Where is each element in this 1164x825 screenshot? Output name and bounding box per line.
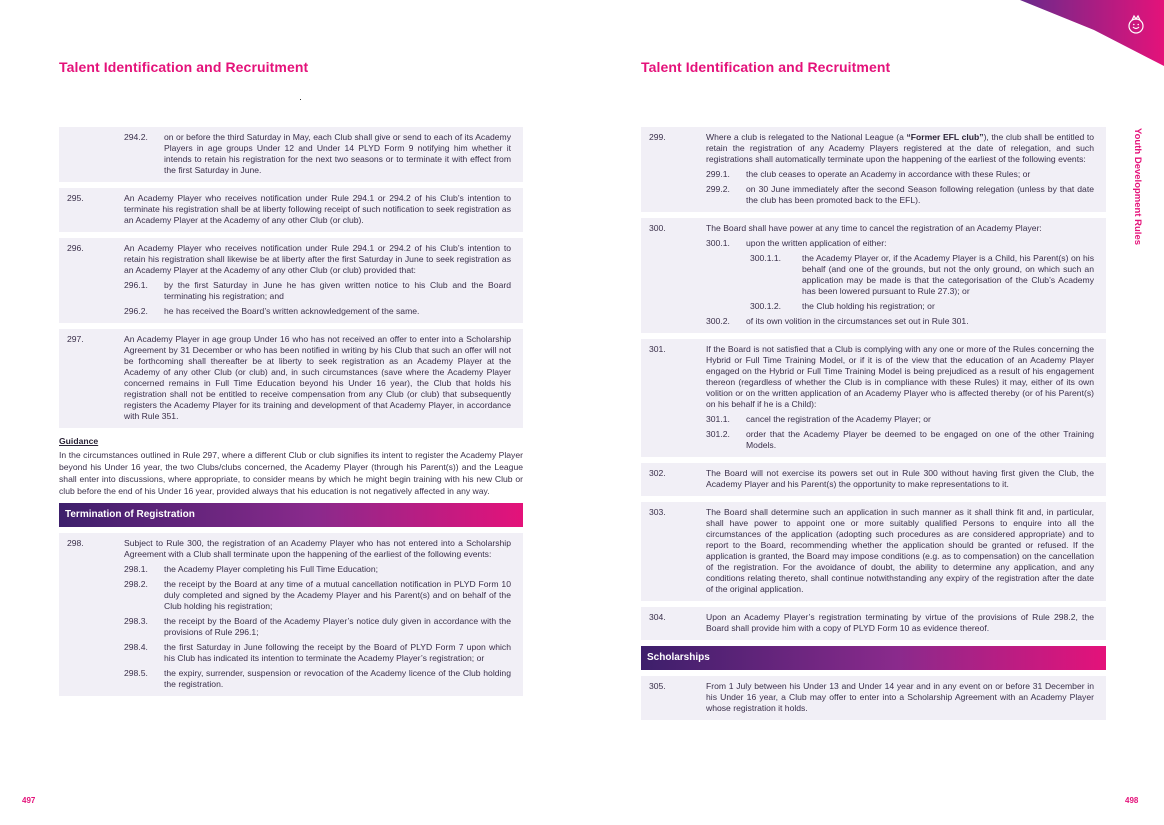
sub-rule-number: 298.1. — [124, 564, 148, 574]
rule-block-297 — [59, 329, 523, 428]
sub-rule-number: 299.1. — [706, 169, 730, 179]
guidance-text: In the circumstances outlined in Rule 297, where a different Club or club signifies its intent to register the Academy Player beyond his Under 16 year, the two Clubs/clubs concerned, the Academy Player (through his Parent(s)) and the League shall enter into discussions, where appropriate, to consider means by which he might begin training with his new Club or club before the end of his Under 16 year, provided always that his education is not negatively affected in any way. — [59, 450, 523, 496]
stray-dot — [300, 99, 301, 100]
guidance-heading: Guidance — [59, 436, 99, 446]
section-header-scholarships: Scholarships — [641, 646, 1106, 670]
page-number: 497 — [22, 796, 36, 805]
sub-rule-298-1 — [124, 564, 511, 575]
sub-rule-text: the expiry, surrender, suspension or revocation of the Academy licence of the Club holding the registration. — [164, 668, 511, 689]
sub-rule-text: by the first Saturday in June he has given written notice to his Club and the Board terminating his registration; and — [164, 280, 511, 301]
sub-rule-text: the Club holding his registration; or — [802, 301, 935, 311]
sub-rule-number: 296.1. — [124, 280, 148, 290]
sub-rule-text: on 30 June immediately after the second Season following relegation (unless by that date the club has been promoted back to the EFL). — [746, 184, 1094, 205]
sub-rule-300-1 — [706, 238, 1094, 249]
sub-rule-number: 298.5. — [124, 668, 148, 678]
sub-rule-300-2 — [706, 316, 1094, 327]
left-content — [59, 127, 523, 702]
sub-rule-text: he has received the Board’s written acknowledgement of the same. — [164, 306, 420, 316]
sub-rule-text: cancel the registration of the Academy Player; or — [746, 414, 931, 424]
sub-rule-299-2 — [706, 184, 1094, 206]
side-tab-label: Youth Development Rules — [1132, 128, 1143, 246]
rule-block-295 — [59, 188, 523, 232]
rule-text: Upon an Academy Player’s registration terminating by virtue of the provisions of Rule 298.2, the Board shall provide him with a copy of PLYD Form 10 as evidence thereof. — [706, 612, 1094, 633]
rule-block-301 — [641, 339, 1106, 457]
rule-block-304 — [641, 607, 1106, 640]
sub-rule-296-1 — [124, 280, 511, 302]
right-page — [582, 0, 1164, 825]
sub-rule-text: the receipt by the Board of the Academy Player’s notice duly given in accordance with the provisions of Rule 296.1; — [164, 616, 511, 637]
rule-text: An Academy Player in age group Under 16 who has not received an offer to enter into a Scholarship Agreement by 31 December or who has been notified in writing by his Club that such an offer will not be forthcoming shall thereafter be at liberty to seek registration as an Academy Player at the Academy of any other Club (or club) and, in such circumstances (save where the Academy Player concerned remains in Full Time Education beyond his Under 16 year), the Club that holds his registration shall not be entitled to receive compensation from any Club (or club) that subsequently registers the Academy Player for its training and development of that Academy Player, in accordance with Rule 351. — [124, 334, 511, 421]
sub-rule-text: upon the written application of either: — [746, 238, 887, 248]
rule-block-305 — [641, 676, 1106, 720]
rule-text: An Academy Player who receives notification under Rule 294.1 or 294.2 of his Club’s intention to retain his registration shall likewise be at liberty after the first Saturday in June to seek registration as an Academy Player at the Academy of any other Club (or club) provided that: — [124, 243, 511, 275]
page-number: 498 — [1125, 796, 1139, 805]
sub-rule-text: the Academy Player or, if the Academy Player is a Child, his Parent(s) on his behalf (and one of the grounds, but not the only ground, on which such an application may be made is that the categorisation of the Club’s Academy has been lowered pursuant to Rule 27.3); or — [802, 253, 1094, 296]
sub-rule-number: 300.1.1. — [750, 253, 782, 263]
sub-rule-text: the club ceases to operate an Academy in accordance with these Rules; or — [746, 169, 1031, 179]
rule-text-part: Where a club is relegated to the National League (a — [706, 132, 907, 142]
rule-number: 299. — [649, 132, 666, 142]
sub-rule-text: the Academy Player completing his Full Time Education; — [164, 564, 378, 574]
sub-rule-number: 298.2. — [124, 579, 148, 589]
sub-rule-number: 298.3. — [124, 616, 148, 626]
sub-rule-number: 294.2. — [124, 132, 148, 142]
sub-rule-text: order that the Academy Player be deemed to be engaged on one of the other Training Models. — [746, 429, 1094, 450]
sub-rule-298-4 — [124, 642, 511, 664]
page-title: Talent Identification and Recruitment — [59, 59, 309, 75]
sub-rule-number: 299.2. — [706, 184, 730, 194]
rule-block-296 — [59, 238, 523, 323]
rule-text — [706, 132, 1094, 165]
sub-rule-301-2 — [706, 429, 1094, 451]
section-header-termination: Termination of Registration — [59, 503, 523, 527]
sub-rule-number: 296.2. — [124, 306, 148, 316]
rule-number: 304. — [649, 612, 666, 622]
sub-rule-text: of its own volition in the circumstances set out in Rule 301. — [746, 316, 969, 326]
sub-rule-number: 301.2. — [706, 429, 730, 439]
rule-number: 298. — [67, 538, 84, 548]
rule-block-300 — [641, 218, 1106, 333]
right-content — [641, 127, 1106, 726]
sub-rule-number: 300.1. — [706, 238, 730, 248]
rule-block-298 — [59, 533, 523, 696]
rule-block-294 — [59, 127, 523, 182]
sub-rule-298-2 — [124, 579, 511, 612]
sub-rule-number: 300.1.2. — [750, 301, 782, 311]
rule-number: 295. — [67, 193, 84, 203]
side-tab — [1128, 128, 1144, 268]
sub-rule-300-1-1 — [750, 253, 1094, 297]
rule-text-part: ), the club shall be entitled to retain the registration of any Academy Players registered at the date of relegation, and such registrations shall automatically terminate upon the happening of the earliest of the following events: — [706, 132, 1095, 164]
sub-rule-294-2 — [124, 132, 511, 176]
sub-rule-296-2 — [124, 306, 511, 317]
sub-rule-298-3 — [124, 616, 511, 638]
rule-number: 300. — [649, 223, 666, 233]
sub-rule-number: 301.1. — [706, 414, 730, 424]
rule-text: The Board shall have power at any time to cancel the registration of an Academy Player: — [706, 223, 1042, 233]
sub-rule-text: on or before the third Saturday in May, each Club shall give or send to each of its Academy Players in age groups Under 12 and Under 14 PLYD Form 9 notifying him whether it intends to retain his registration for the next two seasons or to terminate it with effect from the first Saturday in June. — [164, 132, 511, 175]
sub-rule-299-1 — [706, 169, 1094, 180]
rule-block-299 — [641, 127, 1106, 212]
rule-text: From 1 July between his Under 13 and Under 14 year and in any event on or before 31 December in his Under 16 year, a Club may offer to enter into a Scholarship Agreement with an Academy Player whose registration it holds. — [706, 681, 1094, 713]
corner-decoration — [1020, 0, 1164, 66]
sub-rule-number: 300.2. — [706, 316, 730, 326]
rule-number: 296. — [67, 243, 84, 253]
sub-rule-text: the receipt by the Board at any time of a mutual cancellation notification in PLYD Form 10 duly completed and signed by the Academy Player and his Parent(s) and on behalf of the Club holding his registration; — [164, 579, 511, 611]
rule-block-303 — [641, 502, 1106, 601]
rule-text: If the Board is not satisfied that a Club is complying with any one or more of the Rules concerning the Hybrid or Full Time Training Model, or if it is of the view that the education of an Academy Player engaged on the Hybrid or Full Time Training Model is being prejudiced as a result of his engagement thereon (regardless of whether the Club is in compliance with these Rules) it may, either of its own volition or on the written application of an Academy Player who is affected thereby (or of his Parent(s) on his behalf if he is a Child): — [706, 344, 1094, 409]
rule-text: An Academy Player who receives notification under Rule 294.1 or 294.2 of his Club’s intention to terminate his registration shall be at liberty following receipt of such notification to seek registration as an Academy Player at the Academy of any other Club (or club). — [124, 193, 511, 225]
rule-number: 305. — [649, 681, 666, 691]
sub-rule-text: the first Saturday in June following the receipt by the Board of PLYD Form 7 upon which his Club has indicated its intention to terminate the Academy Player’s registration; or — [164, 642, 511, 663]
rule-text: The Board shall determine such an application in such manner as it shall think fit and, in particular, shall have power to appoint one or more suitably qualified Persons to enquire into all the circumstances of the application (adopting such procedures as are considered appropriate) and to report to the Board, recommending whether the application should be granted or refused. If the application is granted, the Board may impose conditions (e.g. as to compensation) on the cancellation of the registration. For the avoidance of doubt, the ability to determine any application, and any conditions relating thereto, shall continue notwithstanding any expiry of the registration after the date of the original application. — [706, 507, 1094, 594]
rule-number: 297. — [67, 334, 84, 344]
page-title: Talent Identification and Recruitment — [641, 59, 891, 75]
sub-rule-301-1 — [706, 414, 1094, 425]
sub-rule-300-1-2 — [750, 301, 1094, 312]
rule-block-302 — [641, 463, 1106, 496]
rule-number: 303. — [649, 507, 666, 517]
rule-text: Subject to Rule 300, the registration of an Academy Player who has not entered into a Scholarship Agreement with a Club shall terminate upon the happening of the earliest of the following events: — [124, 538, 511, 559]
rule-number: 302. — [649, 468, 666, 478]
rule-number: 301. — [649, 344, 666, 354]
sub-rule-298-5 — [124, 668, 511, 690]
sub-rule-number: 298.4. — [124, 642, 148, 652]
defined-term: “Former EFL club” — [906, 132, 984, 142]
rule-text: The Board will not exercise its powers set out in Rule 300 without having first given the Club, the Academy Player and his Parent(s) the opportunity to make representations to it. — [706, 468, 1094, 489]
